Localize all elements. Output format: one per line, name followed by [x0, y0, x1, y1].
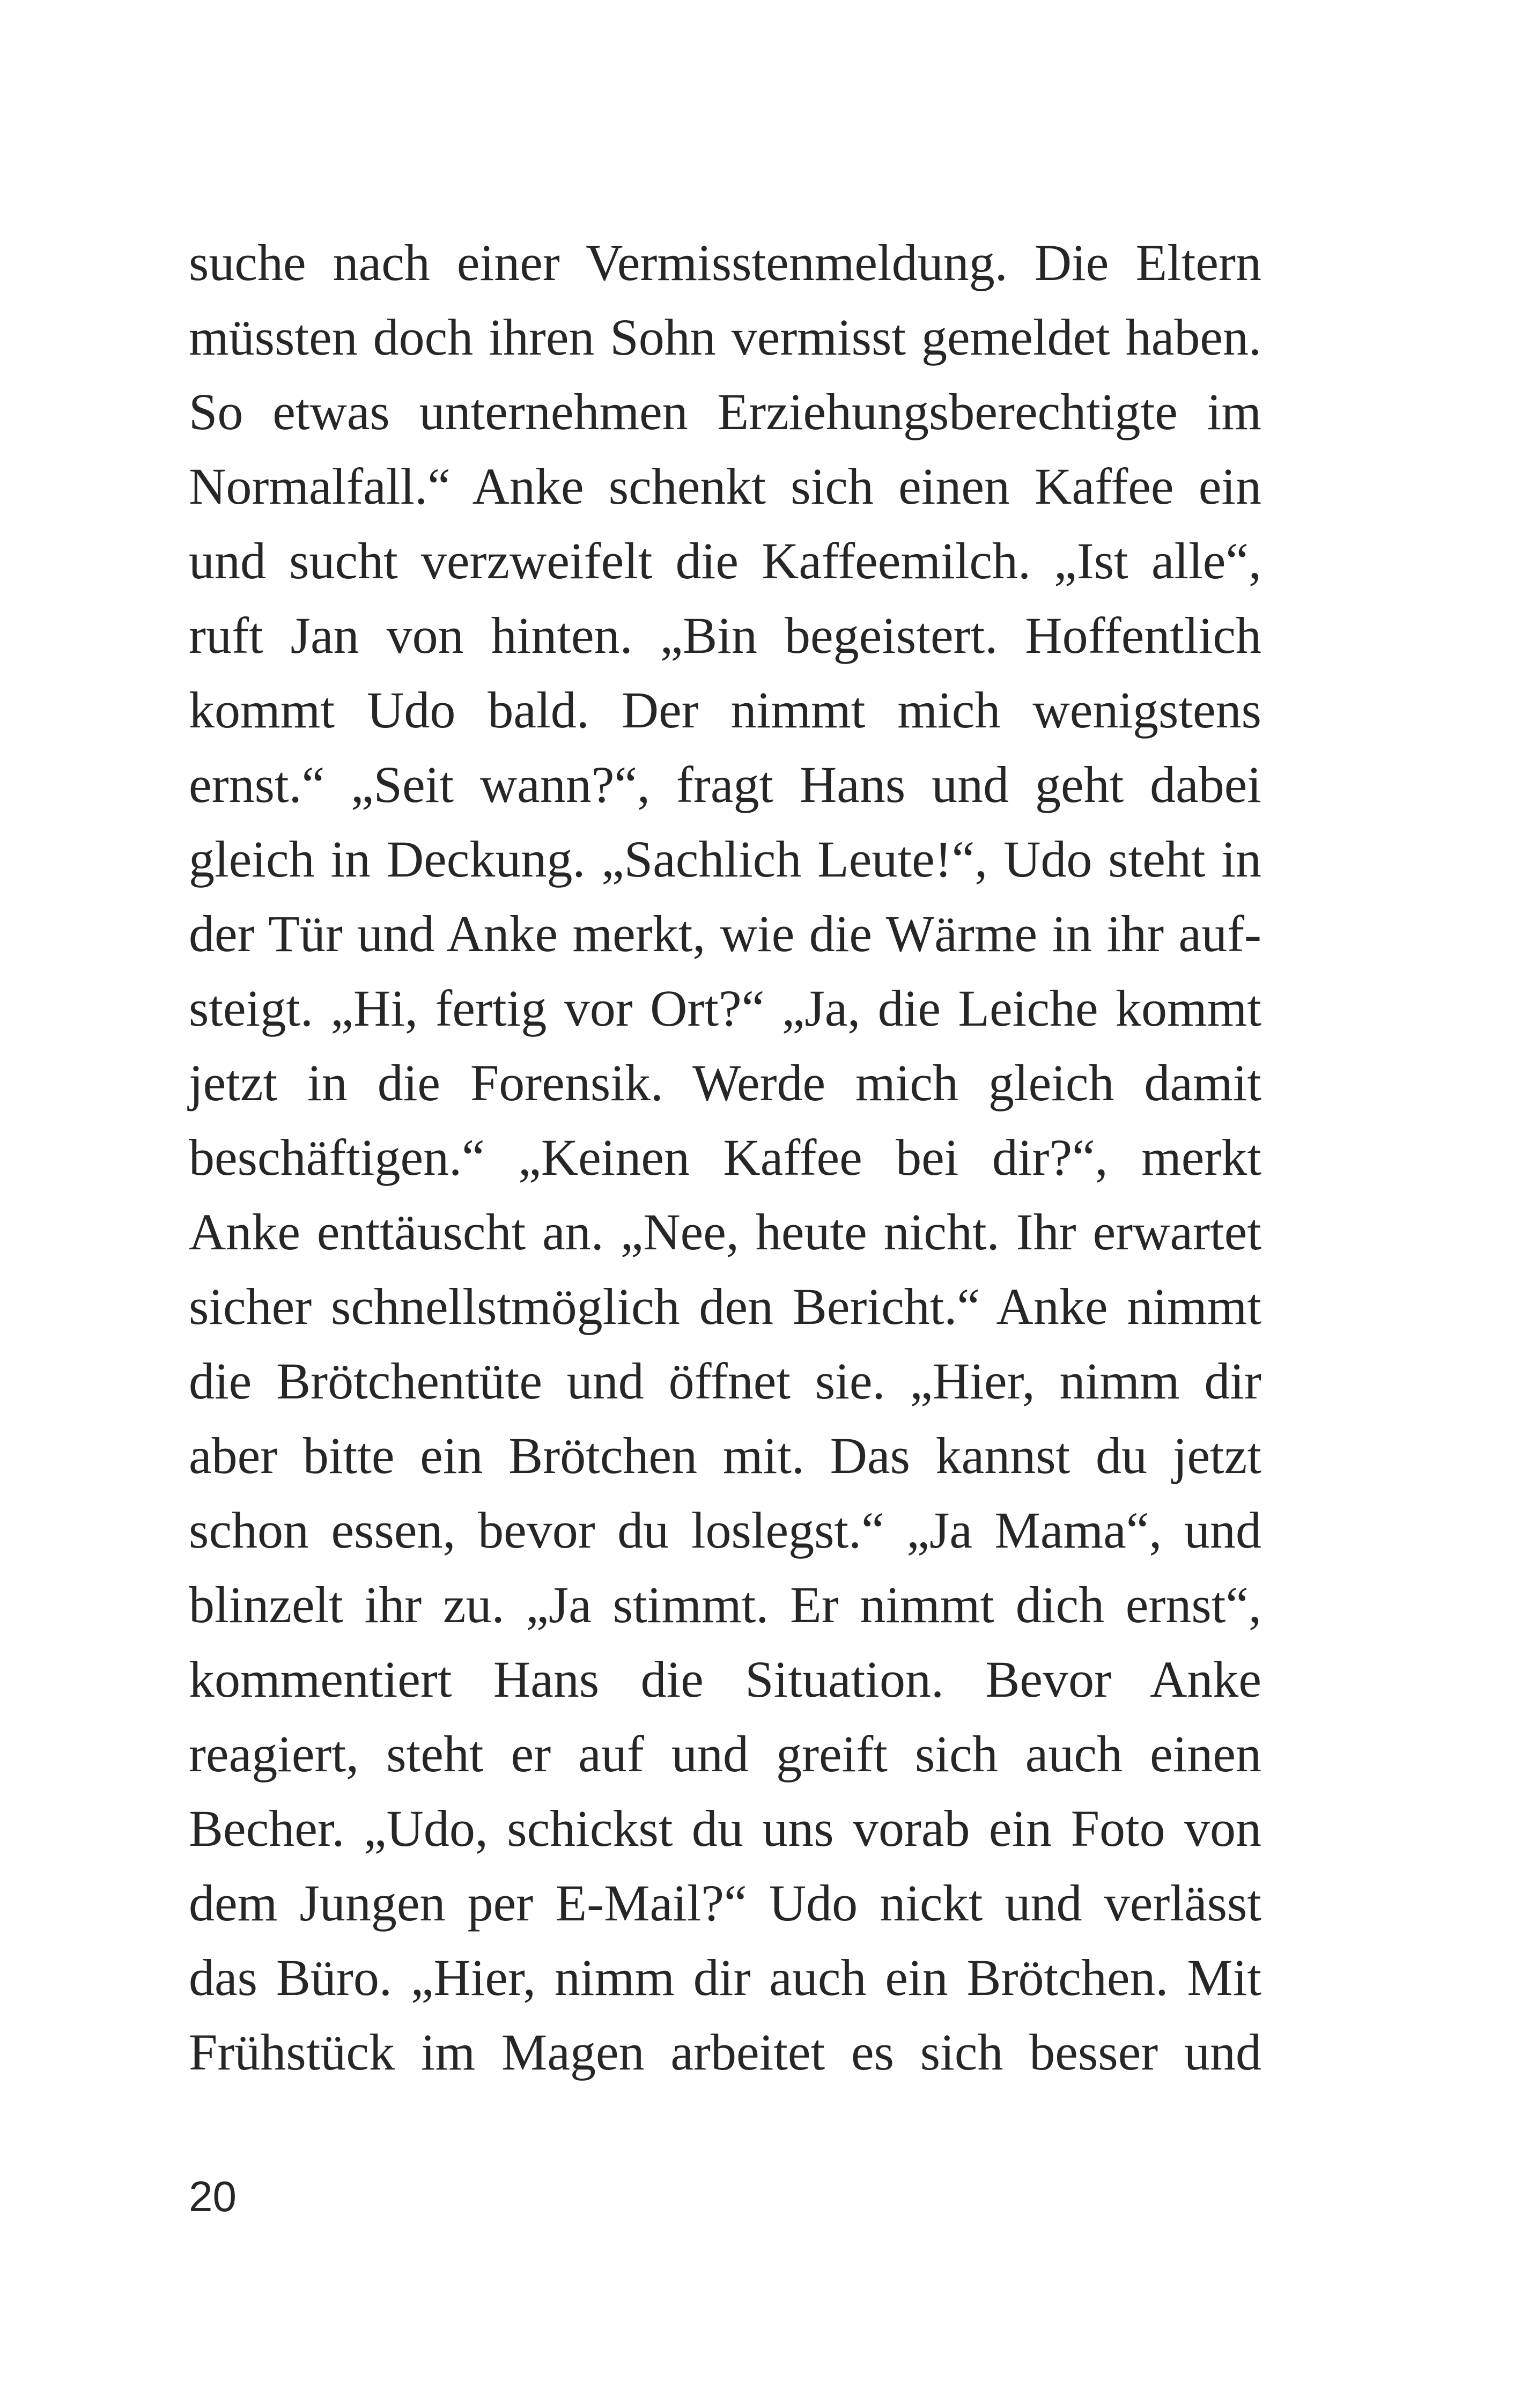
text-line: blinzelt ihr zu. „Ja stimmt. Er nimmt dich ernst“, — [189, 1576, 1261, 1633]
text-line: steigt. „Hi, fertig vor Ort?“ „Ja, die Leiche kommt — [189, 980, 1261, 1037]
text-line: ernst.“ „Seit wann?“, fragt Hans und geht dabei — [189, 756, 1261, 813]
text-line: das Büro. „Hier, nimm dir auch ein Brötchen. Mit — [189, 1949, 1261, 2006]
text-line: Frühstück im Magen arbeitet es sich besser und — [189, 2023, 1261, 2081]
text-line: reagiert, steht er auf und greift sich auch einen — [189, 1725, 1261, 1783]
page-number: 20 — [189, 2173, 237, 2220]
text-line: aber bitte ein Brötchen mit. Das kannst du jetzt — [189, 1427, 1261, 1484]
text-line: gleich in Deckung. „Sachlich Leute!“, Udo steht in — [189, 830, 1261, 888]
text-line: sicher schnellstmöglich den Bericht.“ Anke nimmt — [189, 1278, 1261, 1335]
text-line: Becher. „Udo, schickst du uns vorab ein Foto von — [189, 1800, 1261, 1857]
text-line: Anke enttäuscht an. „Nee, heute nicht. Ihr erwartet — [189, 1203, 1261, 1261]
text-line: suche nach einer Vermisstenmeldung. Die Eltern — [189, 234, 1261, 291]
text-line: Normalfall.“ Anke schenkt sich einen Kaffee ein — [189, 458, 1261, 515]
text-line: So etwas unternehmen Erziehungsberechtigte im — [189, 383, 1261, 440]
text-line: kommentiert Hans die Situation. Bevor Anke — [189, 1651, 1261, 1708]
text-line: die Brötchentüte und öffnet sie. „Hier, nimm dir — [189, 1352, 1261, 1410]
text-line: schon essen, bevor du loslegst.“ „Ja Mama“, und — [189, 1501, 1261, 1559]
text-line: müssten doch ihren Sohn vermisst gemeldet haben. — [189, 308, 1261, 366]
text-line: und sucht verzweifelt die Kaffeemilch. „Ist alle“, — [189, 532, 1261, 590]
text-line: ruft Jan von hinten. „Bin begeistert. Hoffentlich — [189, 607, 1261, 664]
text-line: kommt Udo bald. Der nimmt mich wenigstens — [189, 681, 1261, 739]
text-line: dem Jungen per E-Mail?“ Udo nickt und verlässt — [189, 1874, 1261, 1932]
text-line: jetzt in die Forensik. Werde mich gleich damit — [189, 1054, 1261, 1111]
text-line: beschäftigen.“ „Keinen Kaffee bei dir?“, merkt — [189, 1129, 1261, 1186]
body-text — [189, 225, 1261, 2089]
text-line: der Tür und Anke merkt, wie die Wärme in ihr auf- — [189, 905, 1261, 962]
